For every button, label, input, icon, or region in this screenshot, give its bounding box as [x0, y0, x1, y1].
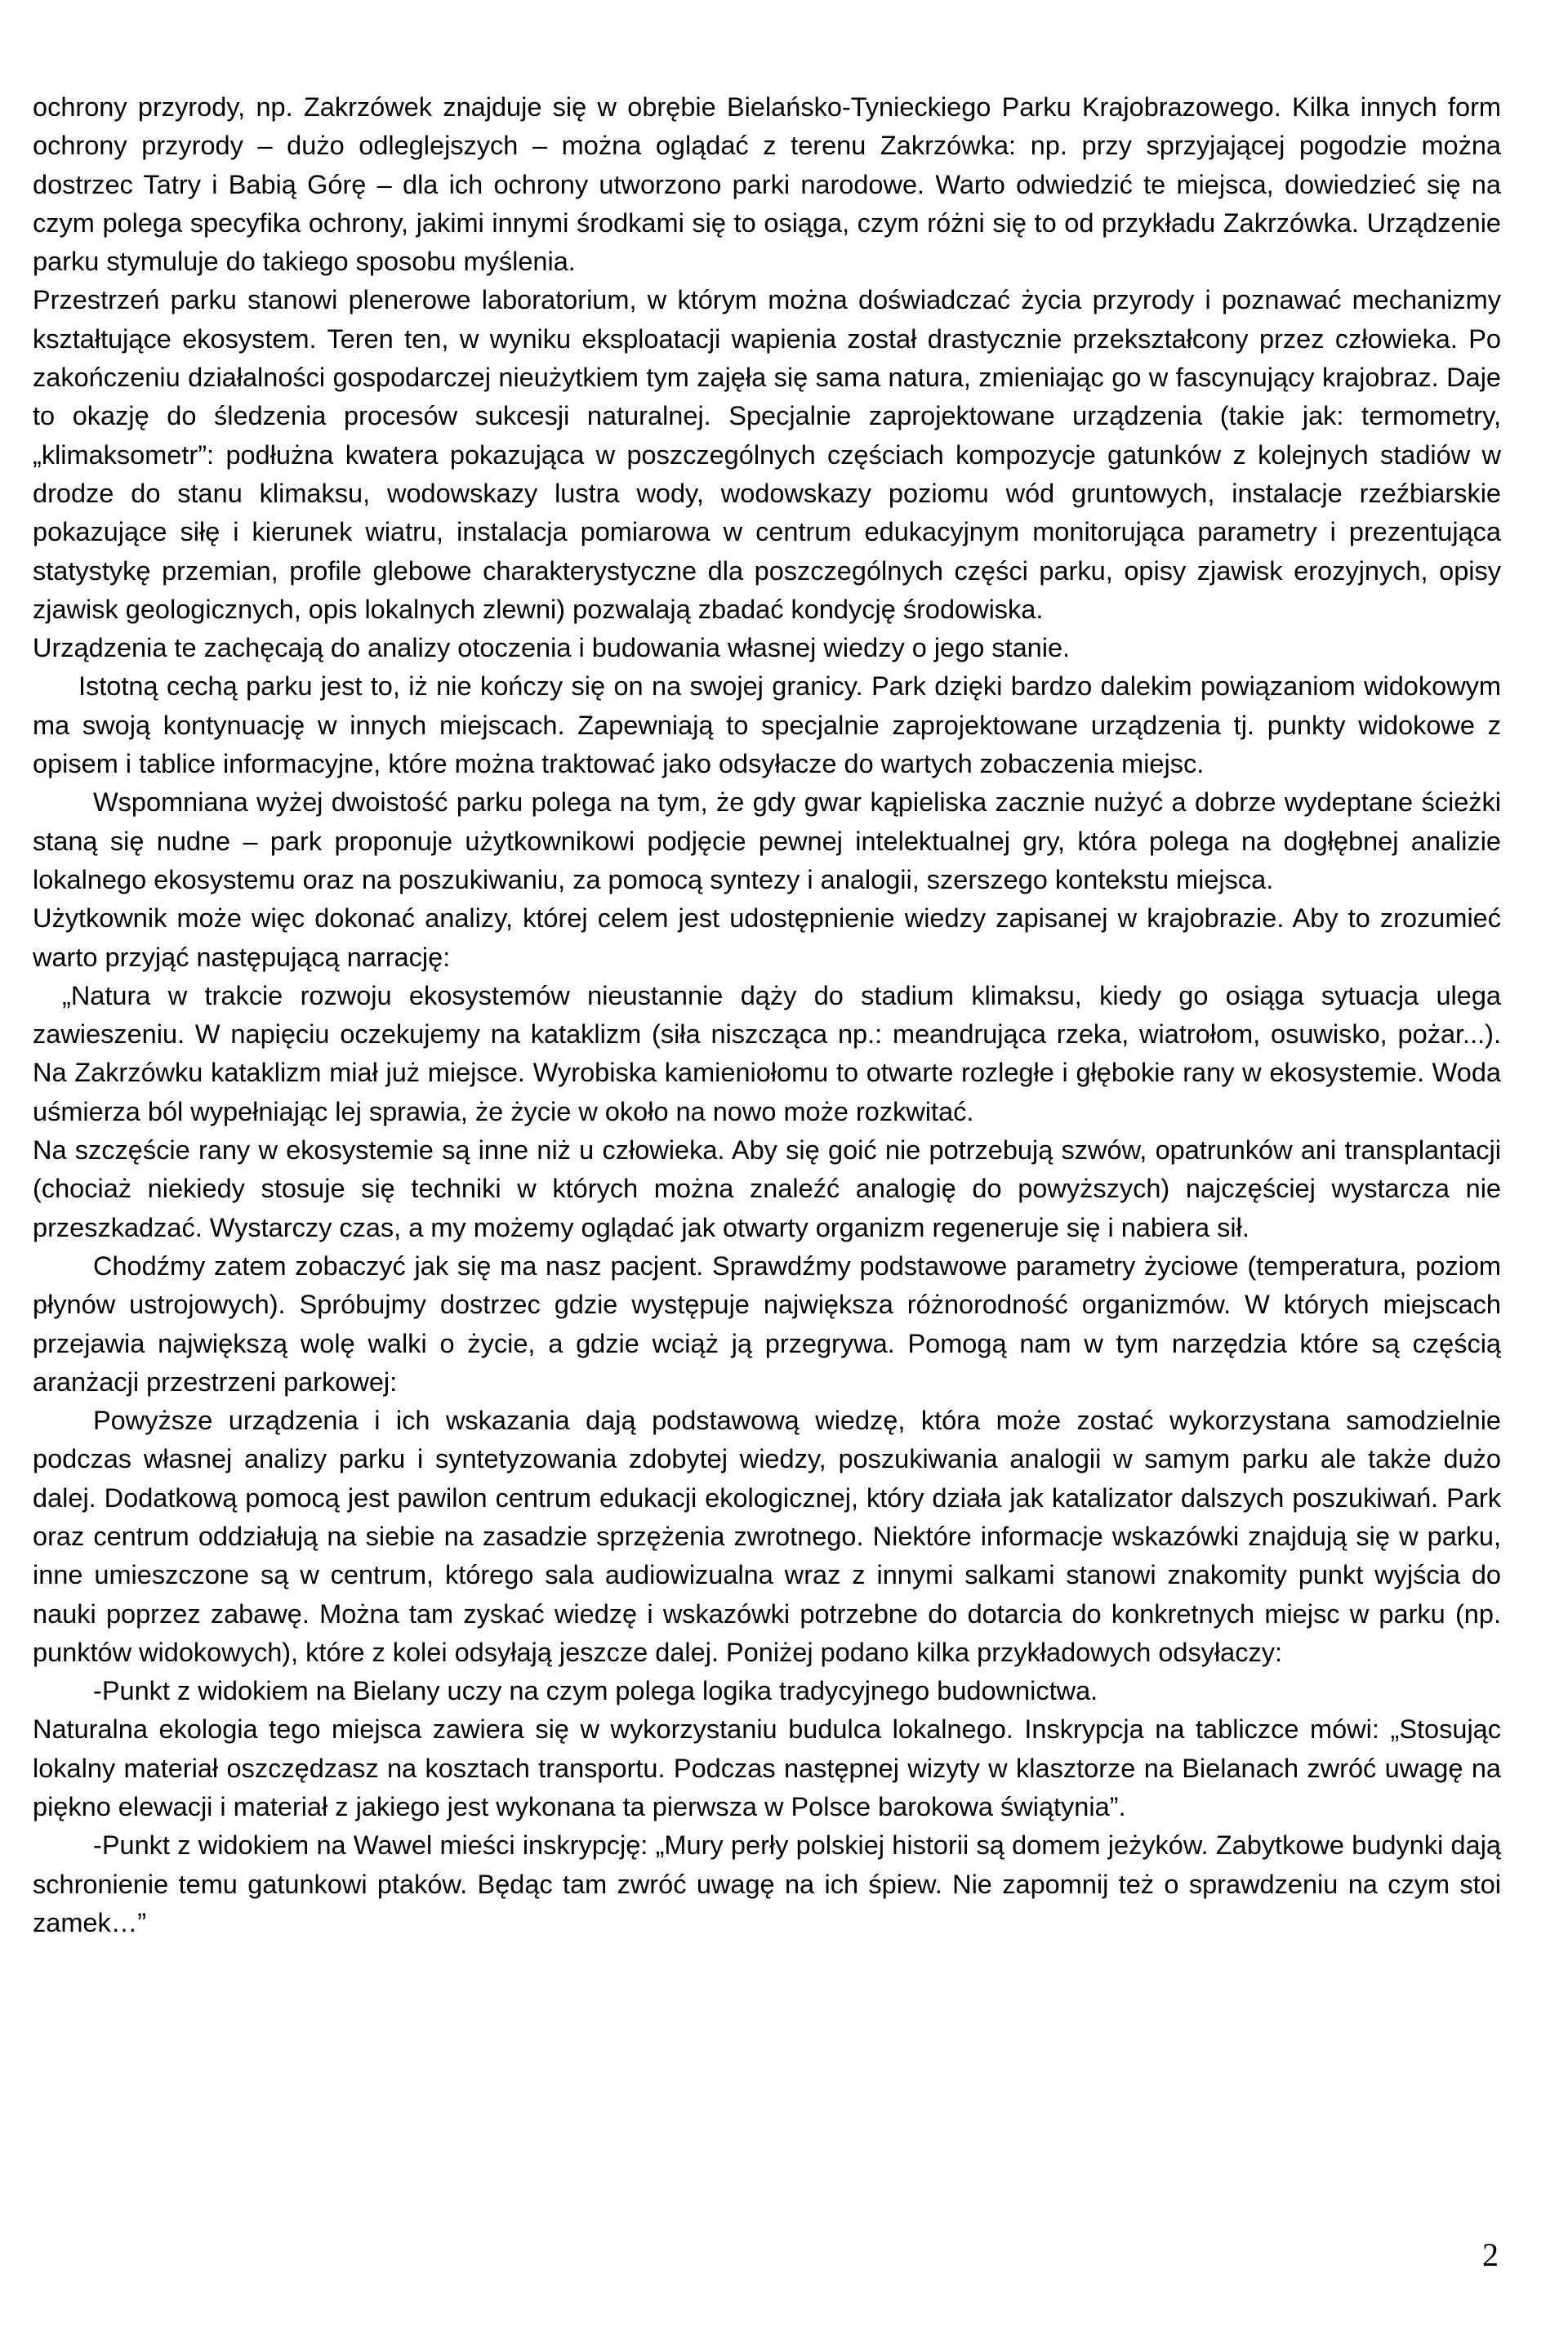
- paragraph: Powyższe urządzenia i ich wskazania dają podstawową wiedzę, która może zostać wykorzystana samodzielnie podczas własnej analizy parku i syntetyzowania zdobytej wiedzy, poszukiwania analogii w samym parku ale także dużo dalej. Dodatkową pomocą jest pawilon centrum edukacji ekologicznej, który działa jak katalizator dalszych poszukiwań. Park oraz centrum oddziałują na siebie na zasadzie sprzężenia zwrotnego. Niektóre informacje wskazówki znajdują się w parku, inne umieszczone są w centrum, którego sala audiowizualna wraz z innymi salkami stanowi znakomity punkt wyjścia do nauki poprzez zabawę. Można tam zyskać wiedzę i wskazówki potrzebne do dotarcia do konkretnych miejsc w parku (np. punktów widokowych), które z kolei odsyłają jeszcze dalej. Poniżej podano kilka przykładowych odsyłaczy:: [33, 1406, 1501, 1667]
- paragraph: Naturalna ekologia tego miejsca zawiera się w wykorzystaniu budulca lokalnego. Inskrypcja na tabliczce mówi: „Stosując lokalny materiał oszczędzasz na kosztach transportu. Podczas następnej wizyty w klasztorze na Bielanach zwróć uwagę na piękno elewacji i materiał z jakiego jest wykonana ta pierwsza w Polsce barokowa świątynia”.: [33, 1714, 1501, 1822]
- paragraph: Wspomniana wyżej dwoistość parku polega na tym, że gdy gwar kąpieliska zacznie nużyć a dobrze wydeptane ścieżki staną się nudne – park proponuje użytkownikowi podjęcie pewnej intelektualnej gry, która polega na dogłębnej analizie lokalnego ekosystemu oraz na poszukiwaniu, za pomocą syntezy i analogii, szerszego kontekstu miejsca.: [33, 787, 1501, 894]
- paragraph: Przestrzeń parku stanowi plenerowe laboratorium, w którym można doświadczać życia przyrody i poznawać mechanizmy kształtujące ekosystem. Teren ten, w wyniku eksploatacji wapienia został drastycznie przekształcony przez człowieka. Po zakończeniu działalności gospodarczej nieużytkiem tym zajęła się sama natura, zmieniając go w fascynujący krajobraz. Daje to okazję do śledzenia procesów sukcesji naturalnej. Specjalnie zaprojektowane urządzenia (takie jak: termometry, „klimaksometr”: podłużna kwatera pokazująca w poszczególnych częściach kompozycje gatunków z kolejnych stadiów w drodze do stanu klimaksu, wodowskazy lustra wody, wodowskazy poziomu wód gruntowych, instalacje rzeźbiarskie pokazujące siłę i kierunek wiatru, instalacja pomiarowa w centrum edukacyjnym monitorująca parametry i prezentująca statystykę przemian, profile glebowe charakterystyczne dla poszczególnych części parku, opisy zjawisk erozyjnych, opisy zjawisk geologicznych, opis lokalnych zlewni) pozwalają zbadać kondycję środowiska.: [33, 285, 1501, 624]
- paragraph: ochrony przyrody, np. Zakrzówek znajduje się w obrębie Bielańsko-Tynieckiego Parku Krajobrazowego. Kilka innych form ochrony przyrody – dużo odleglejszych – można oglądać z terenu Zakrzówka: np. przy sprzyjającej pogodzie można dostrzec Tatry i Babią Górę – dla ich ochrony utworzono parki narodowe. Warto odwiedzić te miejsca, dowiedzieć się na czym polega specyfika ochrony, jakimi innymi środkami się to osiąga, czym różni się to od przykładu Zakrzówka. Urządzenie parku stymuluje do takiego sposobu myślenia.: [33, 92, 1501, 277]
- paragraph: Na szczęście rany w ekosystemie są inne niż u człowieka. Aby się goić nie potrzebują szwów, opatrunków ani transplantacji (chociaż niekiedy stosuje się techniki w których można znaleźć analogię do powyższych) najczęściej wystarcza nie przeszkadzać. Wystarczy czas, a my możemy oglądać jak otwarty organizm regeneruje się i nabiera sił.: [33, 1135, 1501, 1242]
- paragraph: Istotną cechą parku jest to, iż nie kończy się on na swojej granicy. Park dzięki bardzo dalekim powiązaniom widokowym ma swoją kontynuację w innych miejscach. Zapewniają to specjalnie zaprojektowane urządzenia tj. punkty widokowe z opisem i tablice informacyjne, które można traktować jako odsyłacze do wartych zobaczenia miejsc.: [33, 671, 1501, 779]
- paragraph: Użytkownik może więc dokonać analizy, której celem jest udostępnienie wiedzy zapisanej w krajobrazie. Aby to zrozumieć warto przyjąć następującą narrację:: [33, 903, 1501, 972]
- paragraph: Chodźmy zatem zobaczyć jak się ma nasz pacjent. Sprawdźmy podstawowe parametry życiowe (temperatura, poziom płynów ustrojowych). Spróbujmy dostrzec gdzie występuje największa różnorodność organizmów. W których miejscach przejawia największą wolę walki o życie, a gdzie wciąż ją przegrywa. Pomogą nam w tym narzędzia które są częścią aranżacji przestrzeni parkowej:: [33, 1250, 1501, 1397]
- paragraph: Urządzenia te zachęcają do analizy otoczenia i budowania własnej wiedzy o jego stanie.: [33, 633, 1071, 663]
- page-number: 2: [1482, 2236, 1499, 2273]
- list-item: -Punkt z widokiem na Wawel mieści inskrypcję: „Mury perły polskiej historii są domem jeżyków. Zabytkowe budynki dają schronienie temu gatunkowi ptaków. Będąc tam zwróć uwagę na ich śpiew. Nie zapomnij też o sprawdzeniu na czym stoi zamek…”: [33, 1830, 1501, 1937]
- quote-paragraph: „Natura w trakcie rozwoju ekosystemów nieustannie dąży do stadium klimaksu, kiedy go osiąga sytuacja ulega zawieszeniu. W napięciu oczekujemy na kataklizm (siła niszcząca np.: meandrująca rzeka, wiatrołom, osuwisko, pożar...). Na Zakrzówku kataklizm miał już miejsce. Wyrobiska kamieniołomu to otwarte rozległe i głębokie rany w ekosystemie. Woda uśmierza ból wypełniając lej sprawia, że życie w około na nowo może rozkwitać.: [33, 980, 1501, 1126]
- list-item: -Punkt z widokiem na Bielany uczy na czym polega logika tradycyjnego budownictwa.: [93, 1676, 1098, 1706]
